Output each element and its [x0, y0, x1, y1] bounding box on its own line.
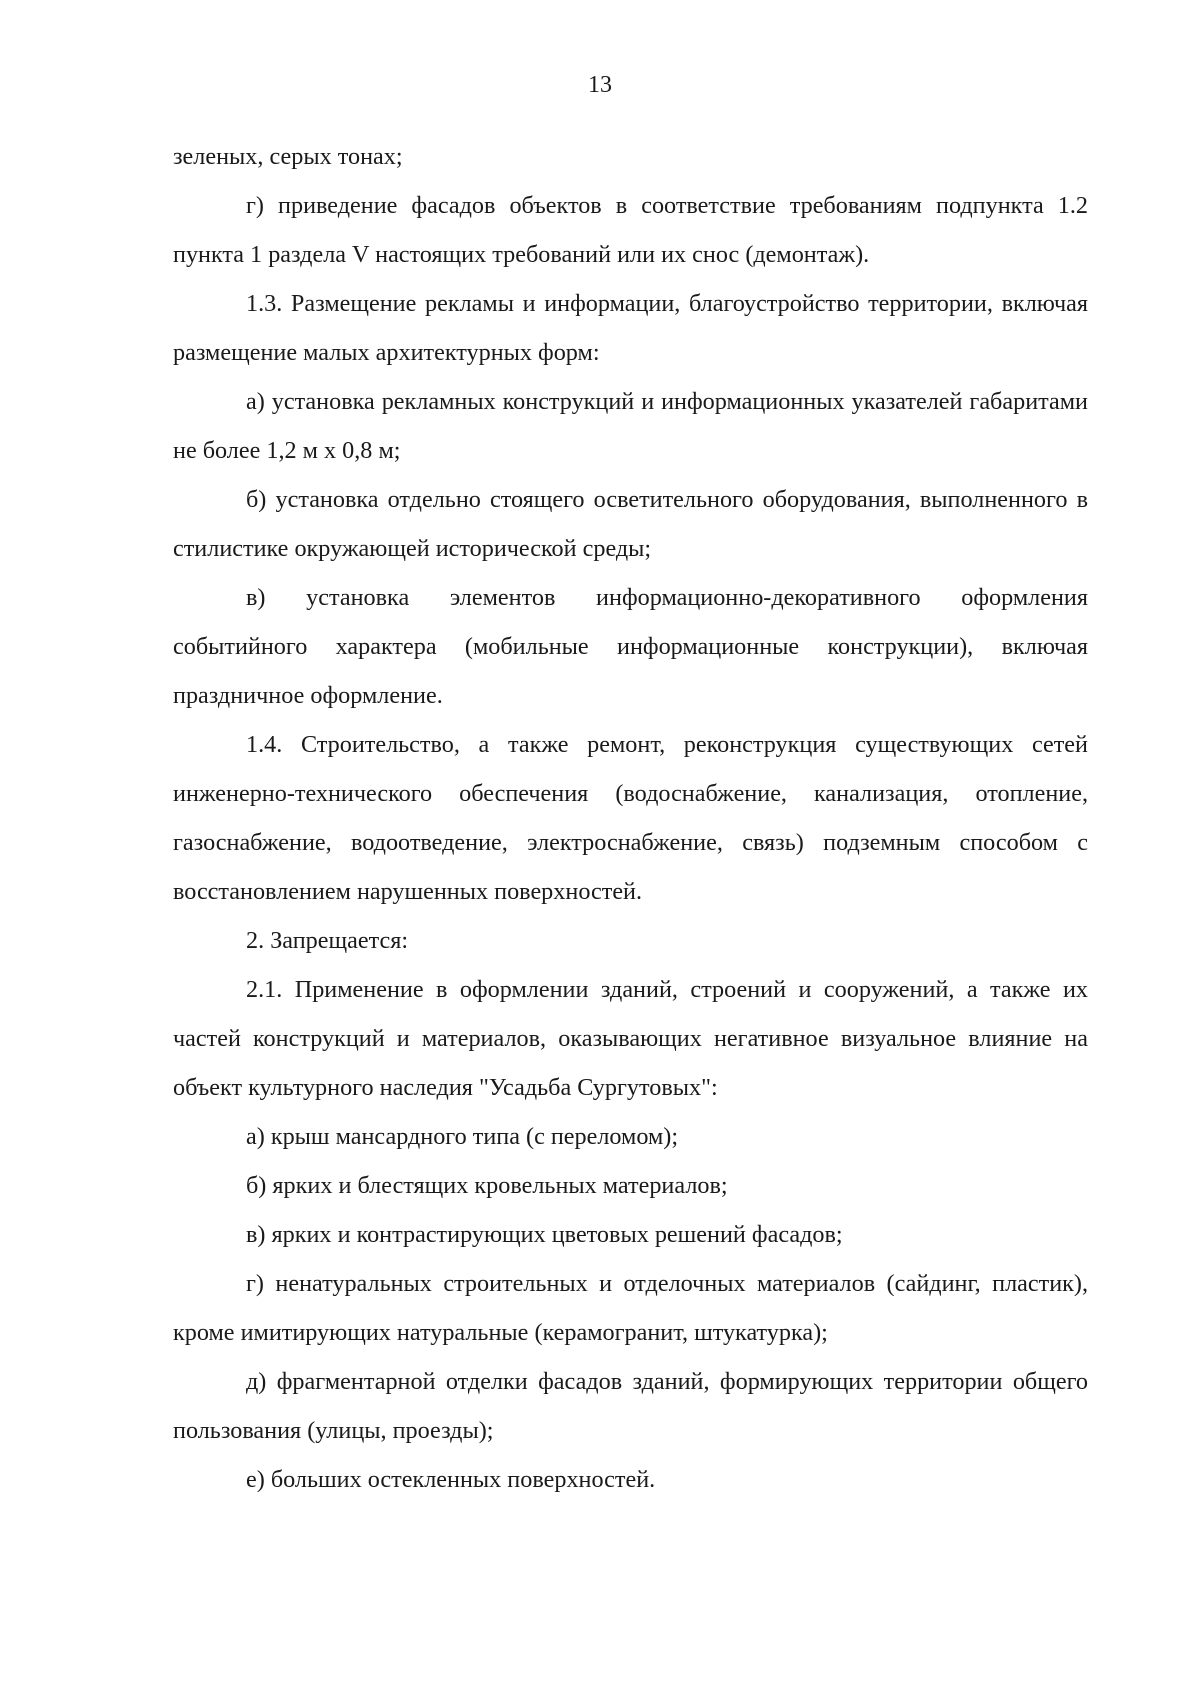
paragraph: 1.4. Строительство, а также ремонт, реконструкция существующих сетей инженерно-технического обеспечения (водоснабжение, канализация, отопление, газоснабжение, водоотведение, электроснабжение, связь) подземным способом с восстановлением нарушенных поверхностей. [173, 731, 1088, 905]
paragraph: г) ненатуральных строительных и отделочных материалов (сайдинг, пластик), кроме имитирующих натуральные (керамогранит, штукатурка); [173, 1270, 1088, 1346]
paragraph: г) приведение фасадов объектов в соответствие требованиям подпункта 1.2 пункта 1 раздела V настоящих требований или их снос (демонтаж). [173, 192, 1088, 268]
paragraph: е) больших остекленных поверхностей. [246, 1466, 656, 1493]
paragraph: в) ярких и контрастирующих цветовых решений фасадов; [246, 1221, 843, 1248]
paragraph: 2. Запрещается: [246, 927, 409, 954]
paragraph: а) установка рекламных конструкций и информационных указателей габаритами не более 1,2 м x 0,8 м; [173, 388, 1088, 464]
paragraph: 1.3. Размещение рекламы и информации, благоустройство территории, включая размещение малых архитектурных форм: [173, 290, 1088, 366]
paragraph: б) ярких и блестящих кровельных материалов; [246, 1172, 728, 1199]
paragraph: а) крыш мансардного типа (с переломом); [246, 1123, 679, 1150]
paragraph: б) установка отдельно стоящего осветительного оборудования, выполненного в стилистике окружающей исторической среды; [173, 486, 1088, 562]
paragraph: 2.1. Применение в оформлении зданий, строений и сооружений, а также их частей конструкций и материалов, оказывающих негативное визуальное влияние на объект культурного наследия "Усадьба Сургутовых": [173, 976, 1088, 1101]
page-number: 13 [588, 72, 612, 98]
paragraph: в) установка элементов информационно-декоративного оформления событийного характера (мобильные информационные конструкции), включая праздничное оформление. [173, 584, 1088, 709]
paragraph: зеленых, серых тонах; [173, 143, 403, 170]
document-body [173, 132, 1088, 1504]
paragraph: д) фрагментарной отделки фасадов зданий, формирующих территории общего пользования (улицы, проезды); [173, 1368, 1088, 1444]
